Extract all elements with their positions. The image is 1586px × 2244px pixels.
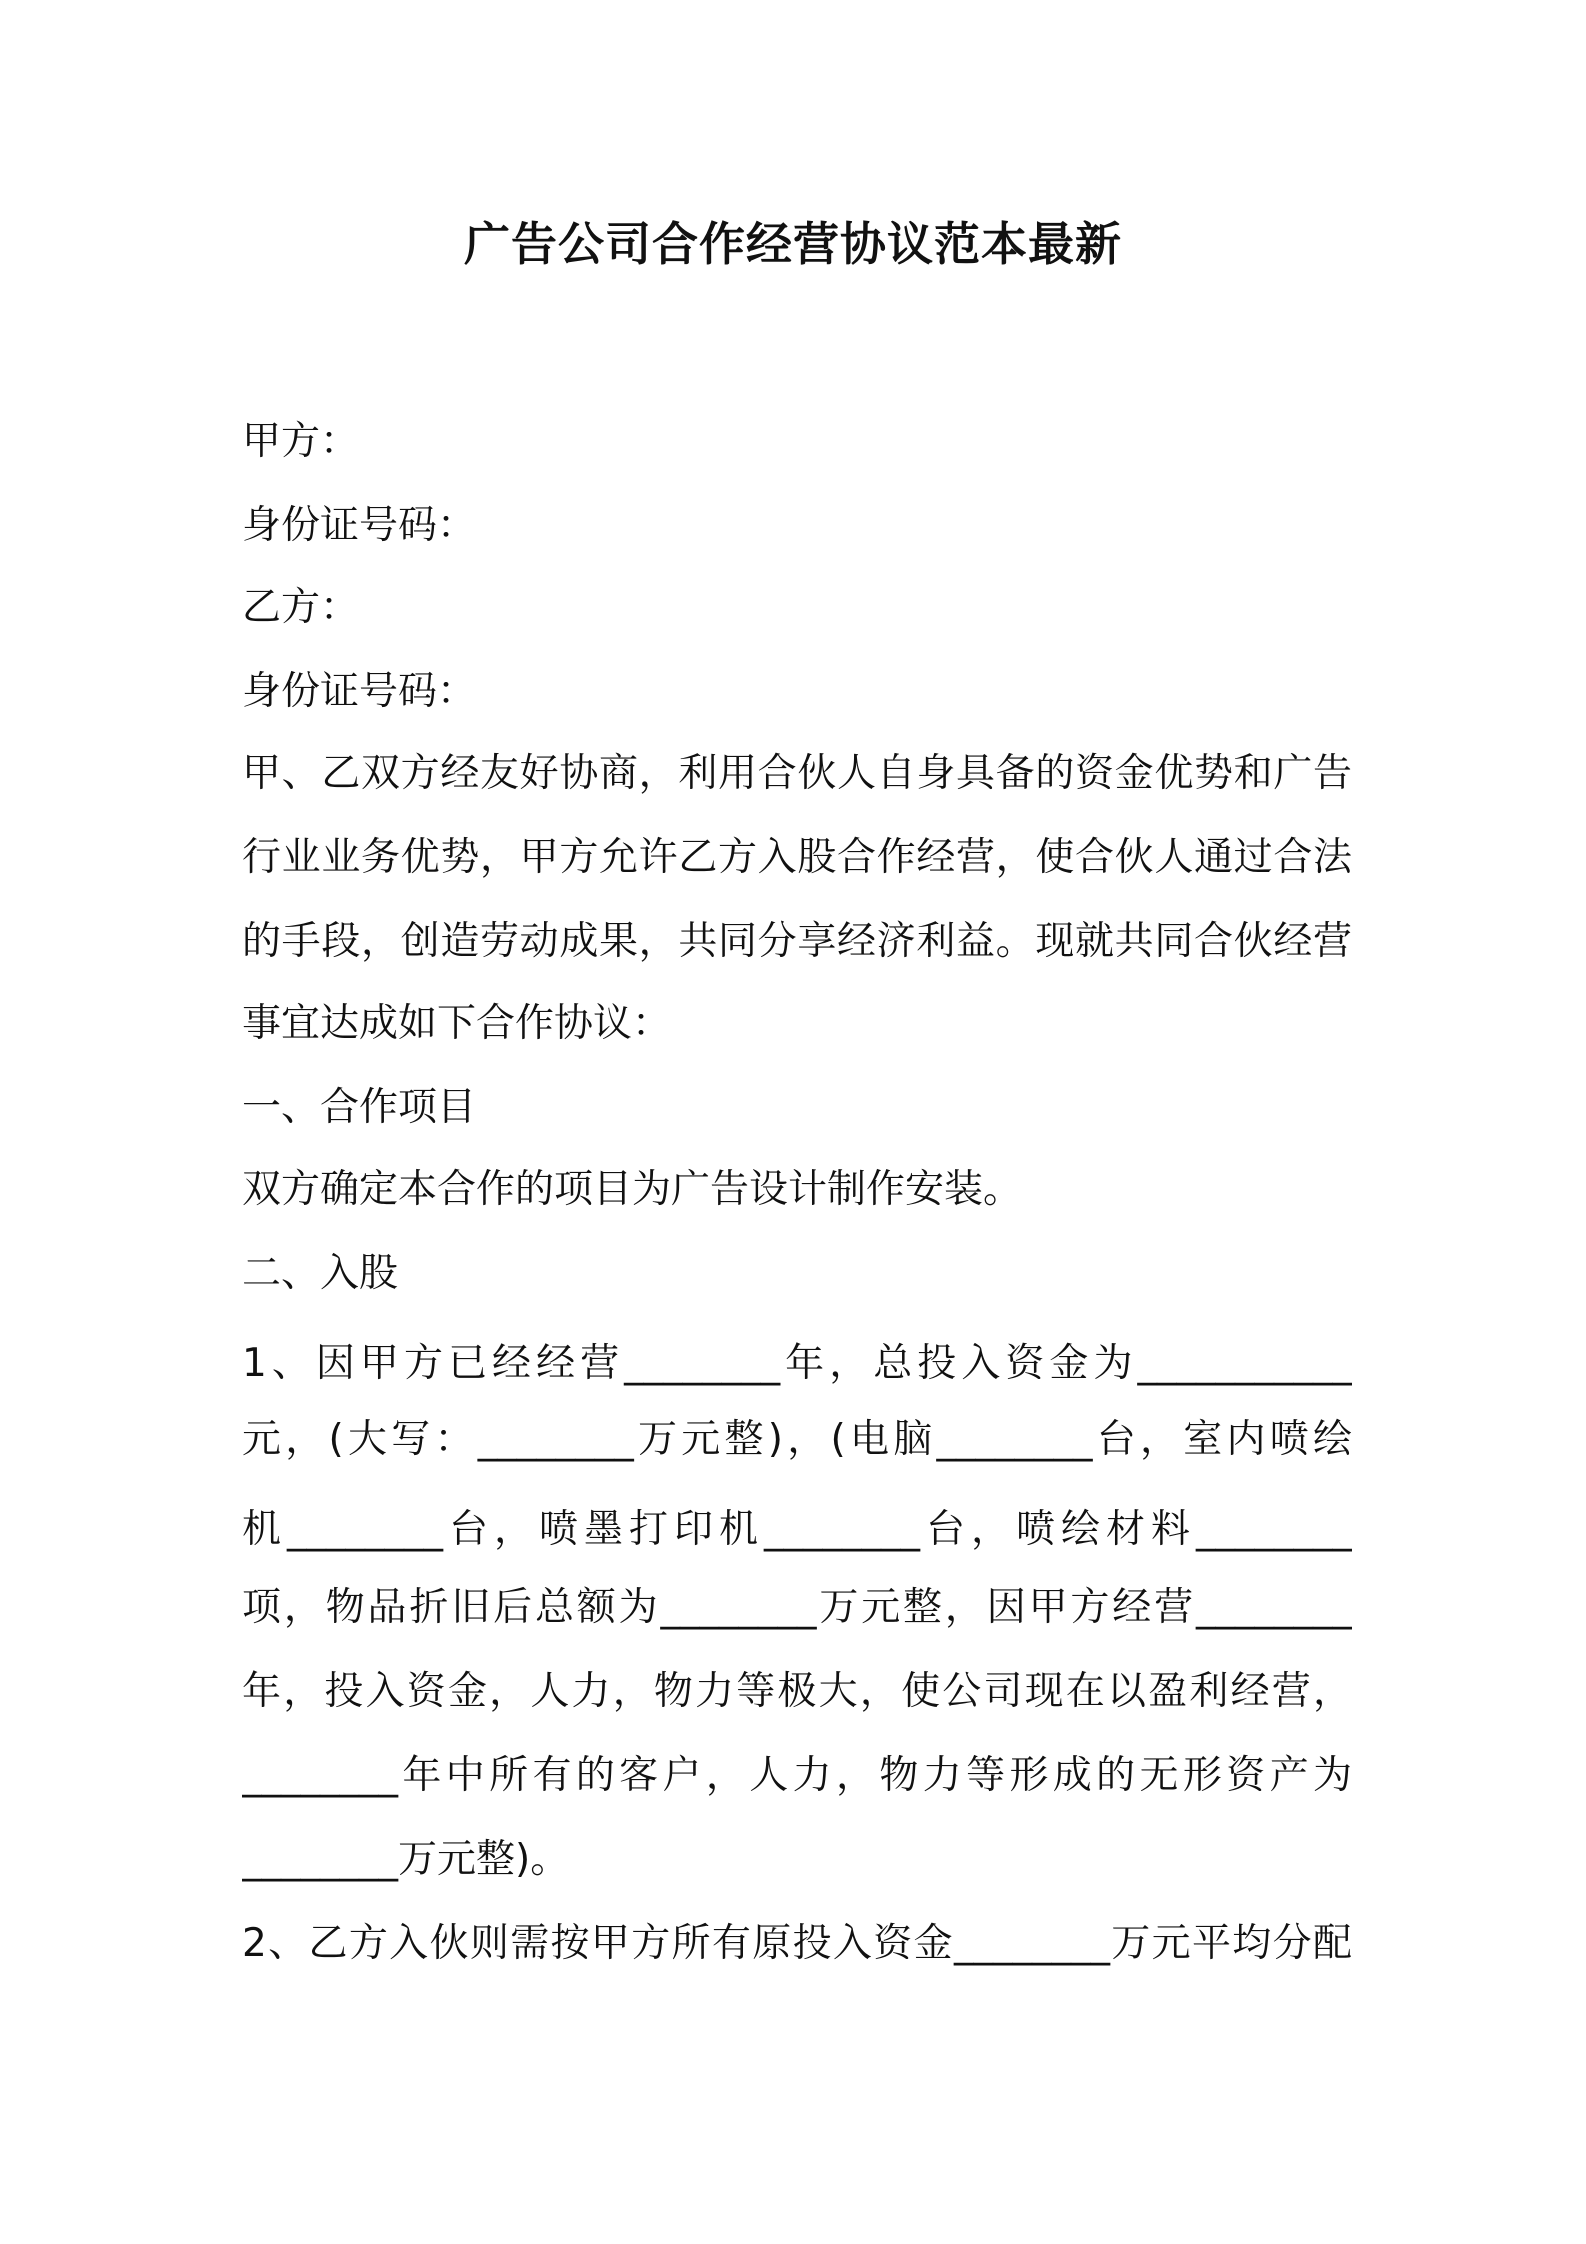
clause-1-line: 元，(大写：________万元整)，(电脑________台，室内喷绘 <box>242 1417 1352 1462</box>
party-b-label: 乙方： <box>242 585 360 630</box>
document-title: 广告公司合作经营协议范本最新 <box>464 217 1122 271</box>
clause-1-line: 年，投入资金，人力，物力等极大，使公司现在以盈利经营， <box>242 1669 1352 1714</box>
clause-1-line: 机________台，喷墨打印机________台，喷绘材料________ <box>242 1507 1352 1552</box>
clause-1-line: 项，物品折旧后总额为________万元整，因甲方经营________ <box>242 1585 1352 1630</box>
preamble-line: 事宜达成如下合作协议： <box>242 1001 672 1046</box>
clause-1-line: ________年中所有的客户，人力，物力等形成的无形资产为 <box>242 1753 1352 1798</box>
party-a-id-label: 身份证号码： <box>242 503 477 548</box>
project-description: 双方确定本合作的项目为广告设计制作安装。 <box>242 1167 1023 1212</box>
party-a-label: 甲方： <box>242 419 360 464</box>
party-b-id-label: 身份证号码： <box>242 669 477 714</box>
preamble-line: 的手段，创造劳动成果，共同分享经济利益。现就共同合伙经营 <box>242 919 1352 964</box>
clause-2-line: 2、乙方入伙则需按甲方所有原投入资金________万元平均分配 <box>242 1921 1352 1966</box>
preamble-line: 甲、乙双方经友好协商，利用合伙人自身具备的资金优势和广告 <box>242 751 1352 796</box>
clause-1-line: ________万元整)。 <box>242 1837 570 1882</box>
preamble-line: 行业业务优势，甲方允许乙方入股合作经营，使合伙人通过合法 <box>242 835 1352 880</box>
section-heading-project: 一、合作项目 <box>242 1085 477 1130</box>
clause-1-line: 1、因甲方已经经营________年，总投入资金为___________ <box>242 1341 1352 1386</box>
section-heading-shares: 二、入股 <box>242 1251 399 1296</box>
